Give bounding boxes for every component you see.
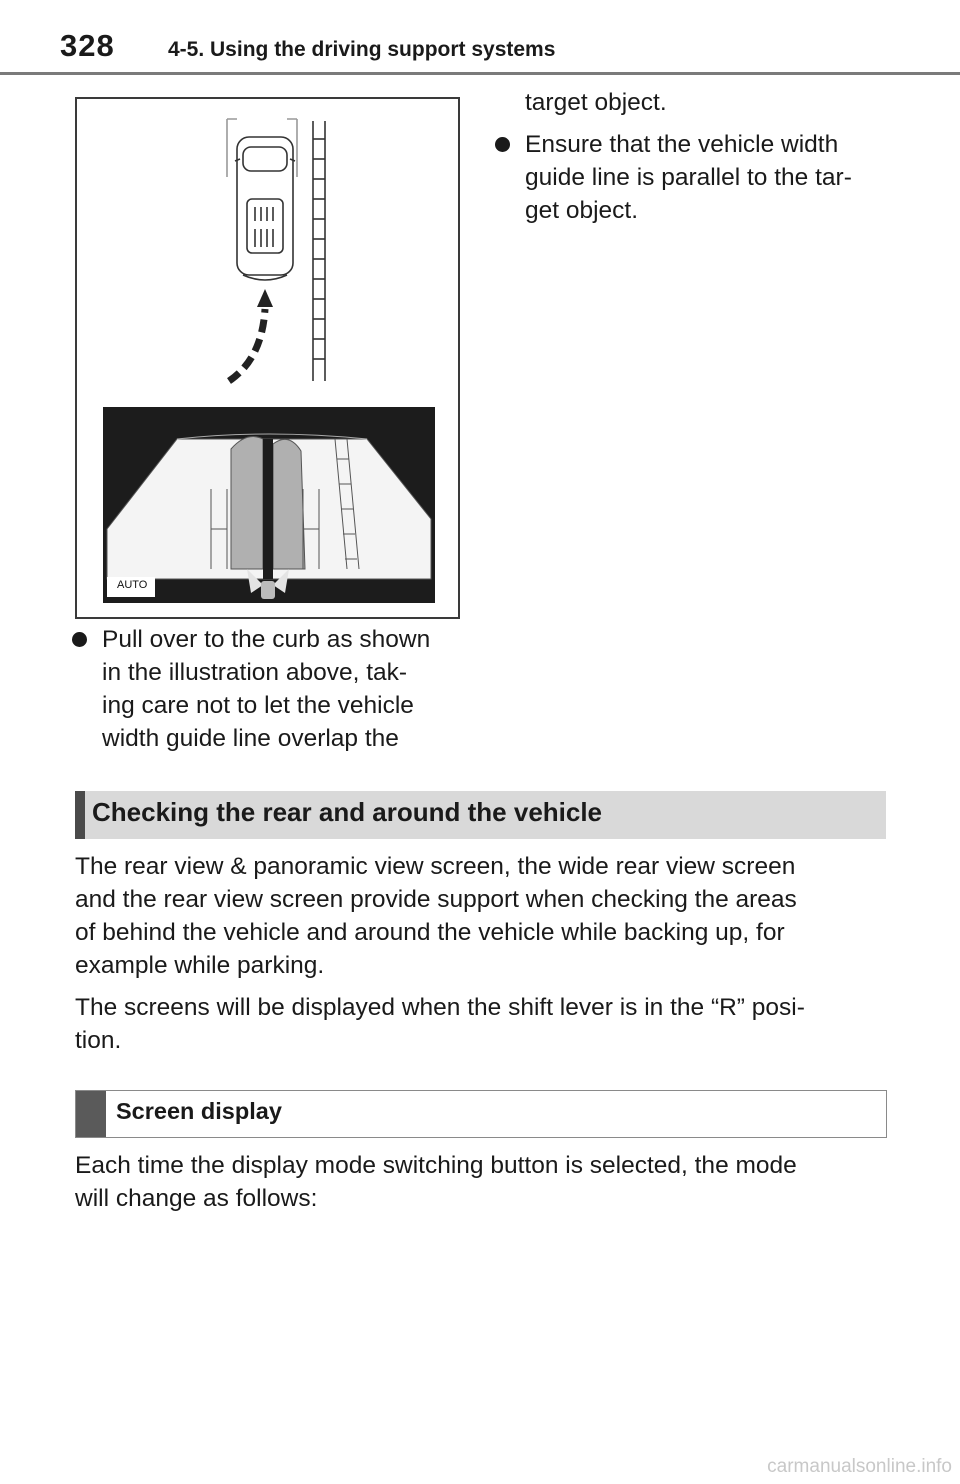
- paragraph-line: and the rear view screen provide support when checking the areas: [75, 886, 797, 913]
- watermark: carmanualsonline.info: [767, 1456, 952, 1477]
- bullet-parallel-guide: [495, 128, 945, 227]
- paragraph-line: The rear view & panoramic view screen, the wide rear view screen: [75, 853, 796, 880]
- bullet-line: ing care not to let the vehicle: [102, 692, 414, 719]
- header-rule: [0, 72, 960, 75]
- top-view-car: [227, 119, 297, 280]
- paragraph-line: of behind the vehicle and around the vehicle while backing up, for: [75, 919, 785, 946]
- bullet-line: Pull over to the curb as shown: [102, 626, 431, 653]
- path-arrow-icon: [229, 289, 273, 381]
- illustration-panel: [75, 97, 460, 619]
- mode-label: AUTO: [117, 579, 148, 591]
- bullet-line: width guide line overlap the: [102, 725, 399, 752]
- paragraph-line: The screens will be displayed when the shift lever is in the “R” posi-: [75, 994, 805, 1021]
- subheading-text: Screen display: [116, 1098, 282, 1124]
- continuation-text: target object.: [525, 89, 667, 116]
- paragraph-line: tion.: [75, 1027, 122, 1054]
- bullet-line: get object.: [525, 197, 639, 224]
- bullet-line: Ensure that the vehicle width: [525, 131, 839, 158]
- curb-ladder: [313, 121, 325, 381]
- paragraph-line: example while parking.: [75, 952, 325, 979]
- paragraph-line: will change as follows:: [75, 1185, 318, 1212]
- section-title: 4-5. Using the driving support systems: [168, 38, 556, 61]
- page-number: 328: [60, 28, 115, 63]
- paragraph-support: [75, 850, 895, 982]
- section-heading: [75, 791, 886, 839]
- bullet-line: guide line is parallel to the tar-: [525, 164, 852, 191]
- subheading-marker: [76, 1091, 106, 1137]
- curb-parking-illustration: [77, 99, 458, 617]
- paragraph-shift-lever: [75, 991, 895, 1057]
- page-header: [0, 0, 960, 76]
- bullet-icon: [72, 632, 87, 647]
- bullet-line: in the illustration above, tak-: [102, 659, 408, 686]
- paragraph-line: Each time the display mode switching button is selected, the mode: [75, 1152, 797, 1179]
- bullet-icon: [495, 137, 510, 152]
- section-heading-text: Checking the rear and around the vehicle: [92, 797, 603, 827]
- heading-marker: [75, 791, 85, 839]
- paragraph-mode-switch: [75, 1149, 895, 1215]
- bullet-pull-over: [72, 623, 502, 755]
- camera-screen: [103, 407, 435, 603]
- subheading: [75, 1090, 887, 1138]
